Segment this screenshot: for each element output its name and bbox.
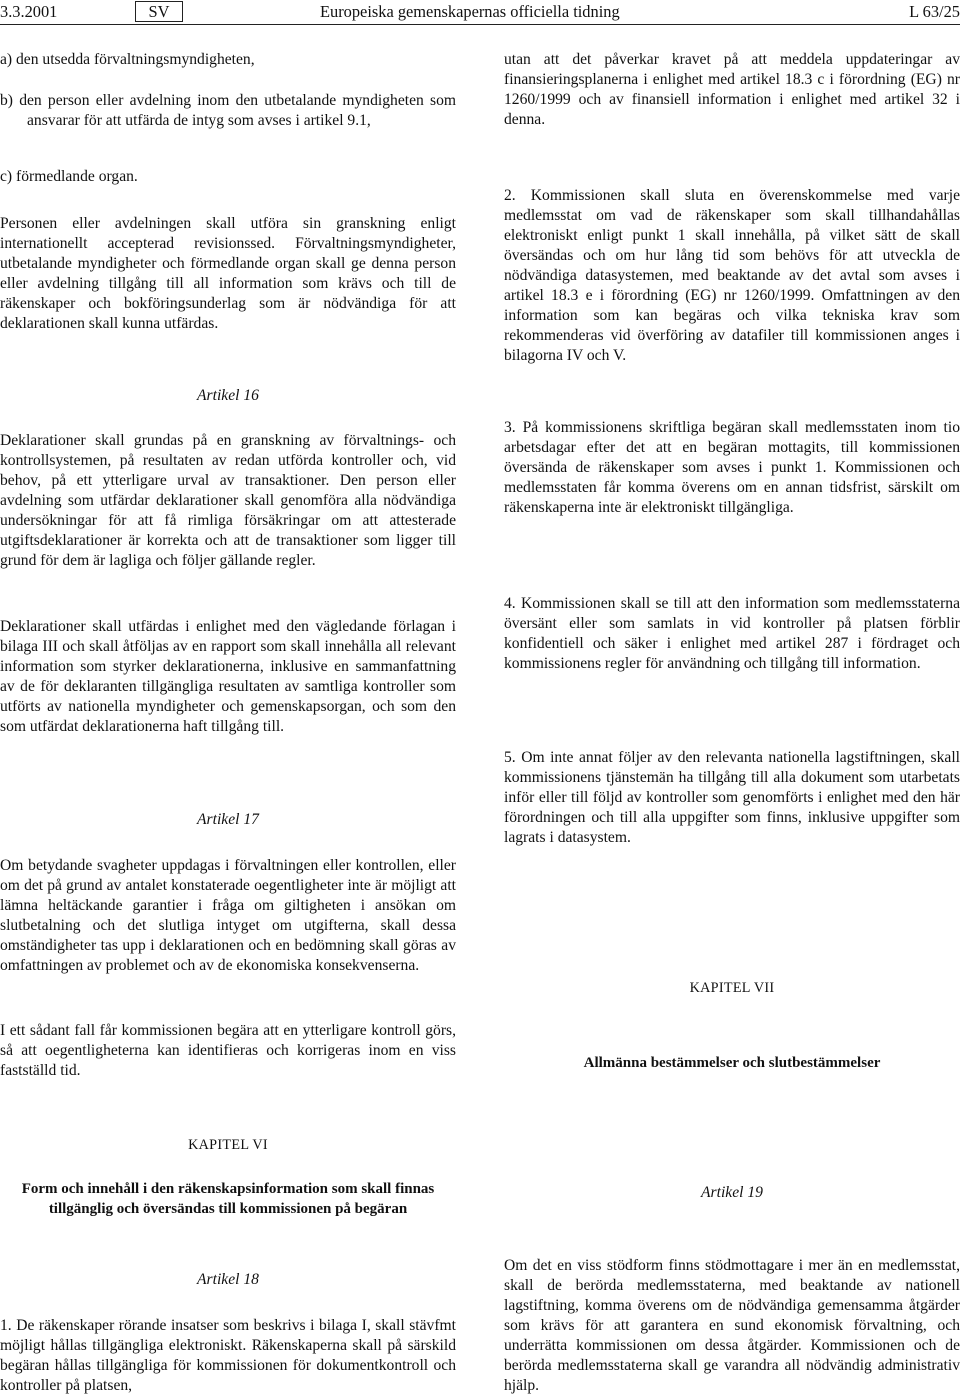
page-number: L 63/25 — [909, 2, 960, 21]
article-19-heading: Artikel 19 — [701, 1184, 763, 1201]
journal-title: Europeiska gemenskapernas officiella tidning — [320, 2, 620, 21]
article-19-paragraph-1: Om det en viss stödform finns stödmottagare i mer än en medlemsstat, skall de berörda medlemsstaterna, med beaktande av nationell lagstiftning, komma överens om de nödvändiga gemensamma åtgärder som krävs för att garantera en sund ekonomisk förvaltning, och underrätta kommissionen om dessa åtgärder. Kommissionen och de berörda medlemsstaterna skall ge varandra all nödvändig administrativ hjälp. — [504, 1257, 960, 1394]
chapter-6-heading: KAPITEL VI — [188, 1137, 268, 1153]
article-16-heading: Artikel 16 — [197, 387, 259, 404]
article-18-paragraph-5: 5. Om inte annat följer av den relevanta nationella lagstiftningen, skall kommissionens tjänstemän ha tillgång till alla dokument som utarbetats inför eller till följd av kontroller som genomförts i enlighet med den här förordningen och till alla uppgifter som finns, inklusive uppgifter som lagrats i datasystem. — [504, 749, 960, 846]
article-17-paragraph-2: I ett sådant fall får kommissionen begära att en ytterligare kontroll görs, så att oegentligheterna kan identifieras och korrigeras inom en viss fastställd tid. — [0, 1022, 456, 1079]
article-18-paragraph-1: 1. De räkenskaper rörande insatser som beskrivs i bilaga I, skall stävfmt möjligt hållas tillgängliga elektroniskt. Räkenskaperna skall på särskild begäran hållas tillgängliga för kommissionen för dokumentkontroll och kontroller på platsen, — [0, 1317, 456, 1394]
continuation-paragraph: utan att det påverkar kravet på att meddela uppdateringar av finansieringsplanerna i enlighet med artikel 18.3 c i förordning (EG) nr 1260/1999 och av finansiell information i enlighet med artikel 32 i denna. — [504, 51, 960, 128]
article-18-paragraph-2: 2. Kommissionen skall sluta en överenskommelse med varje medlemsstat om vad de räkenskaper som skall tillhandahållas elektroniskt enligt punkt 1 skall innehålla, på vilket sätt de skall översändas och om hur lång tid som behövs för att utveckla de nödvändiga datasystemen, med beaktande av det avtal som avses i artikel 18.3 e i förordning (EG) nr 1260/1999. Omfattningen av den information som kan begäras och vilka tekniska krav som rekommenderas vid överföring av datafiler till kommissionen anges i bilagorna IV och V. — [504, 187, 960, 364]
article-18-paragraph-3: 3. På kommissionens skriftliga begäran skall medlemsstaten inom tio arbetsdagar efter det att en begäran mottagits, till kommissionen översända de räkenskaper som avses i punkt 1. Kommissionen och medlemsstaten får komma överens om en annan tidsfrist, särskilt om räkenskaperna inte är elektroniskt tillgängliga. — [504, 419, 960, 516]
chapter-7-title: Allmänna bestämmelser och slutbestämmelser — [583, 1055, 881, 1071]
article-17-heading: Artikel 17 — [197, 811, 259, 828]
article-18-heading: Artikel 18 — [197, 1271, 259, 1288]
list-item-a: a) den utsedda förvaltningsmyndigheten, — [0, 51, 255, 68]
list-item-b: b) den person eller avdelning inom den utbetalande myndigheten som ansvarar för att utfärda de intyg som avses i artikel 9.1, — [0, 92, 456, 129]
journal-header — [0, 0, 960, 24]
article-16-paragraph-1: Deklarationer skall grundas på en granskning av förvaltnings- och kontrollsystemen, på resultaten av redan utförda kontroller och, vid behov, på ett ytterligare urval av transaktioner. Den person eller avdelning som utfärdar deklarationer skall genomföra alla nödvändiga undersökningar för att få rimliga försäkringar om att attesterade utgiftsdeklarationer är korrekta och att de transaktioner som ligger till grund för dem är lagliga och följer gällande regler. — [0, 432, 456, 569]
article-18-paragraph-4: 4. Kommissionen skall se till att den information som medlemsstaterna översänt eller som samlats in vid kontroller på platsen förblir konfidentiell och säker i enlighet med artikel 287 i fördraget och kommissionens regler för användning och tillgång till information. — [504, 595, 960, 672]
article-16-paragraph-2: Deklarationer skall utfärdas i enlighet med den vägledande förlagan i bilaga III och skall åtföljas av en rapport som skall innehålla all relevant information som styrker deklarationerna, inklusive en sammanfattning av de för deklaranten tillgängliga resultaten av samtliga kontroller som utförts av nationella myndigheter och gemenskapsorgan, och som den som utfärdat deklarationerna haft tillgång till. — [0, 618, 456, 735]
list-item-c: c) förmedlande organ. — [0, 168, 138, 185]
header-date: 3.3.2001 — [0, 2, 58, 21]
chapter-6-title: Form och innehåll i den räkenskapsinformation som skall finnas tillgänglig och översändas till kommissionen på begäran — [21, 1181, 435, 1217]
chapter-7-heading: KAPITEL VII — [689, 980, 775, 996]
paragraph-personen: Personen eller avdelningen skall utföra sin granskning enligt internationellt accepterad revisionssed. Förvaltningsmyndigheter, utbetalande myndigheter och förmedlande organ skall ge denna person eller avdelning tillgång till all information som krävs och till de räkenskaper och bokföringsunderlag som är nödvändiga för att deklarationen skall kunna utfärdas. — [0, 215, 456, 332]
header-rule — [0, 24, 960, 25]
article-17-paragraph-1: Om betydande svagheter uppdagas i förvaltningen eller kontrollen, eller om det på grund av antalet konstaterade oegentligheter inte är möjligt att lämna heltäckande garantier i fråga om giltigheten i ansökan om slutbetalning och det slutliga intyget om utgifterna, skall dessa omständigheter tas upp i deklarationen och en bedömning skall göras av omfattningen av problemet och av de ekonomiska konsekvenserna. — [0, 857, 456, 974]
language-badge: SV — [135, 1, 183, 22]
